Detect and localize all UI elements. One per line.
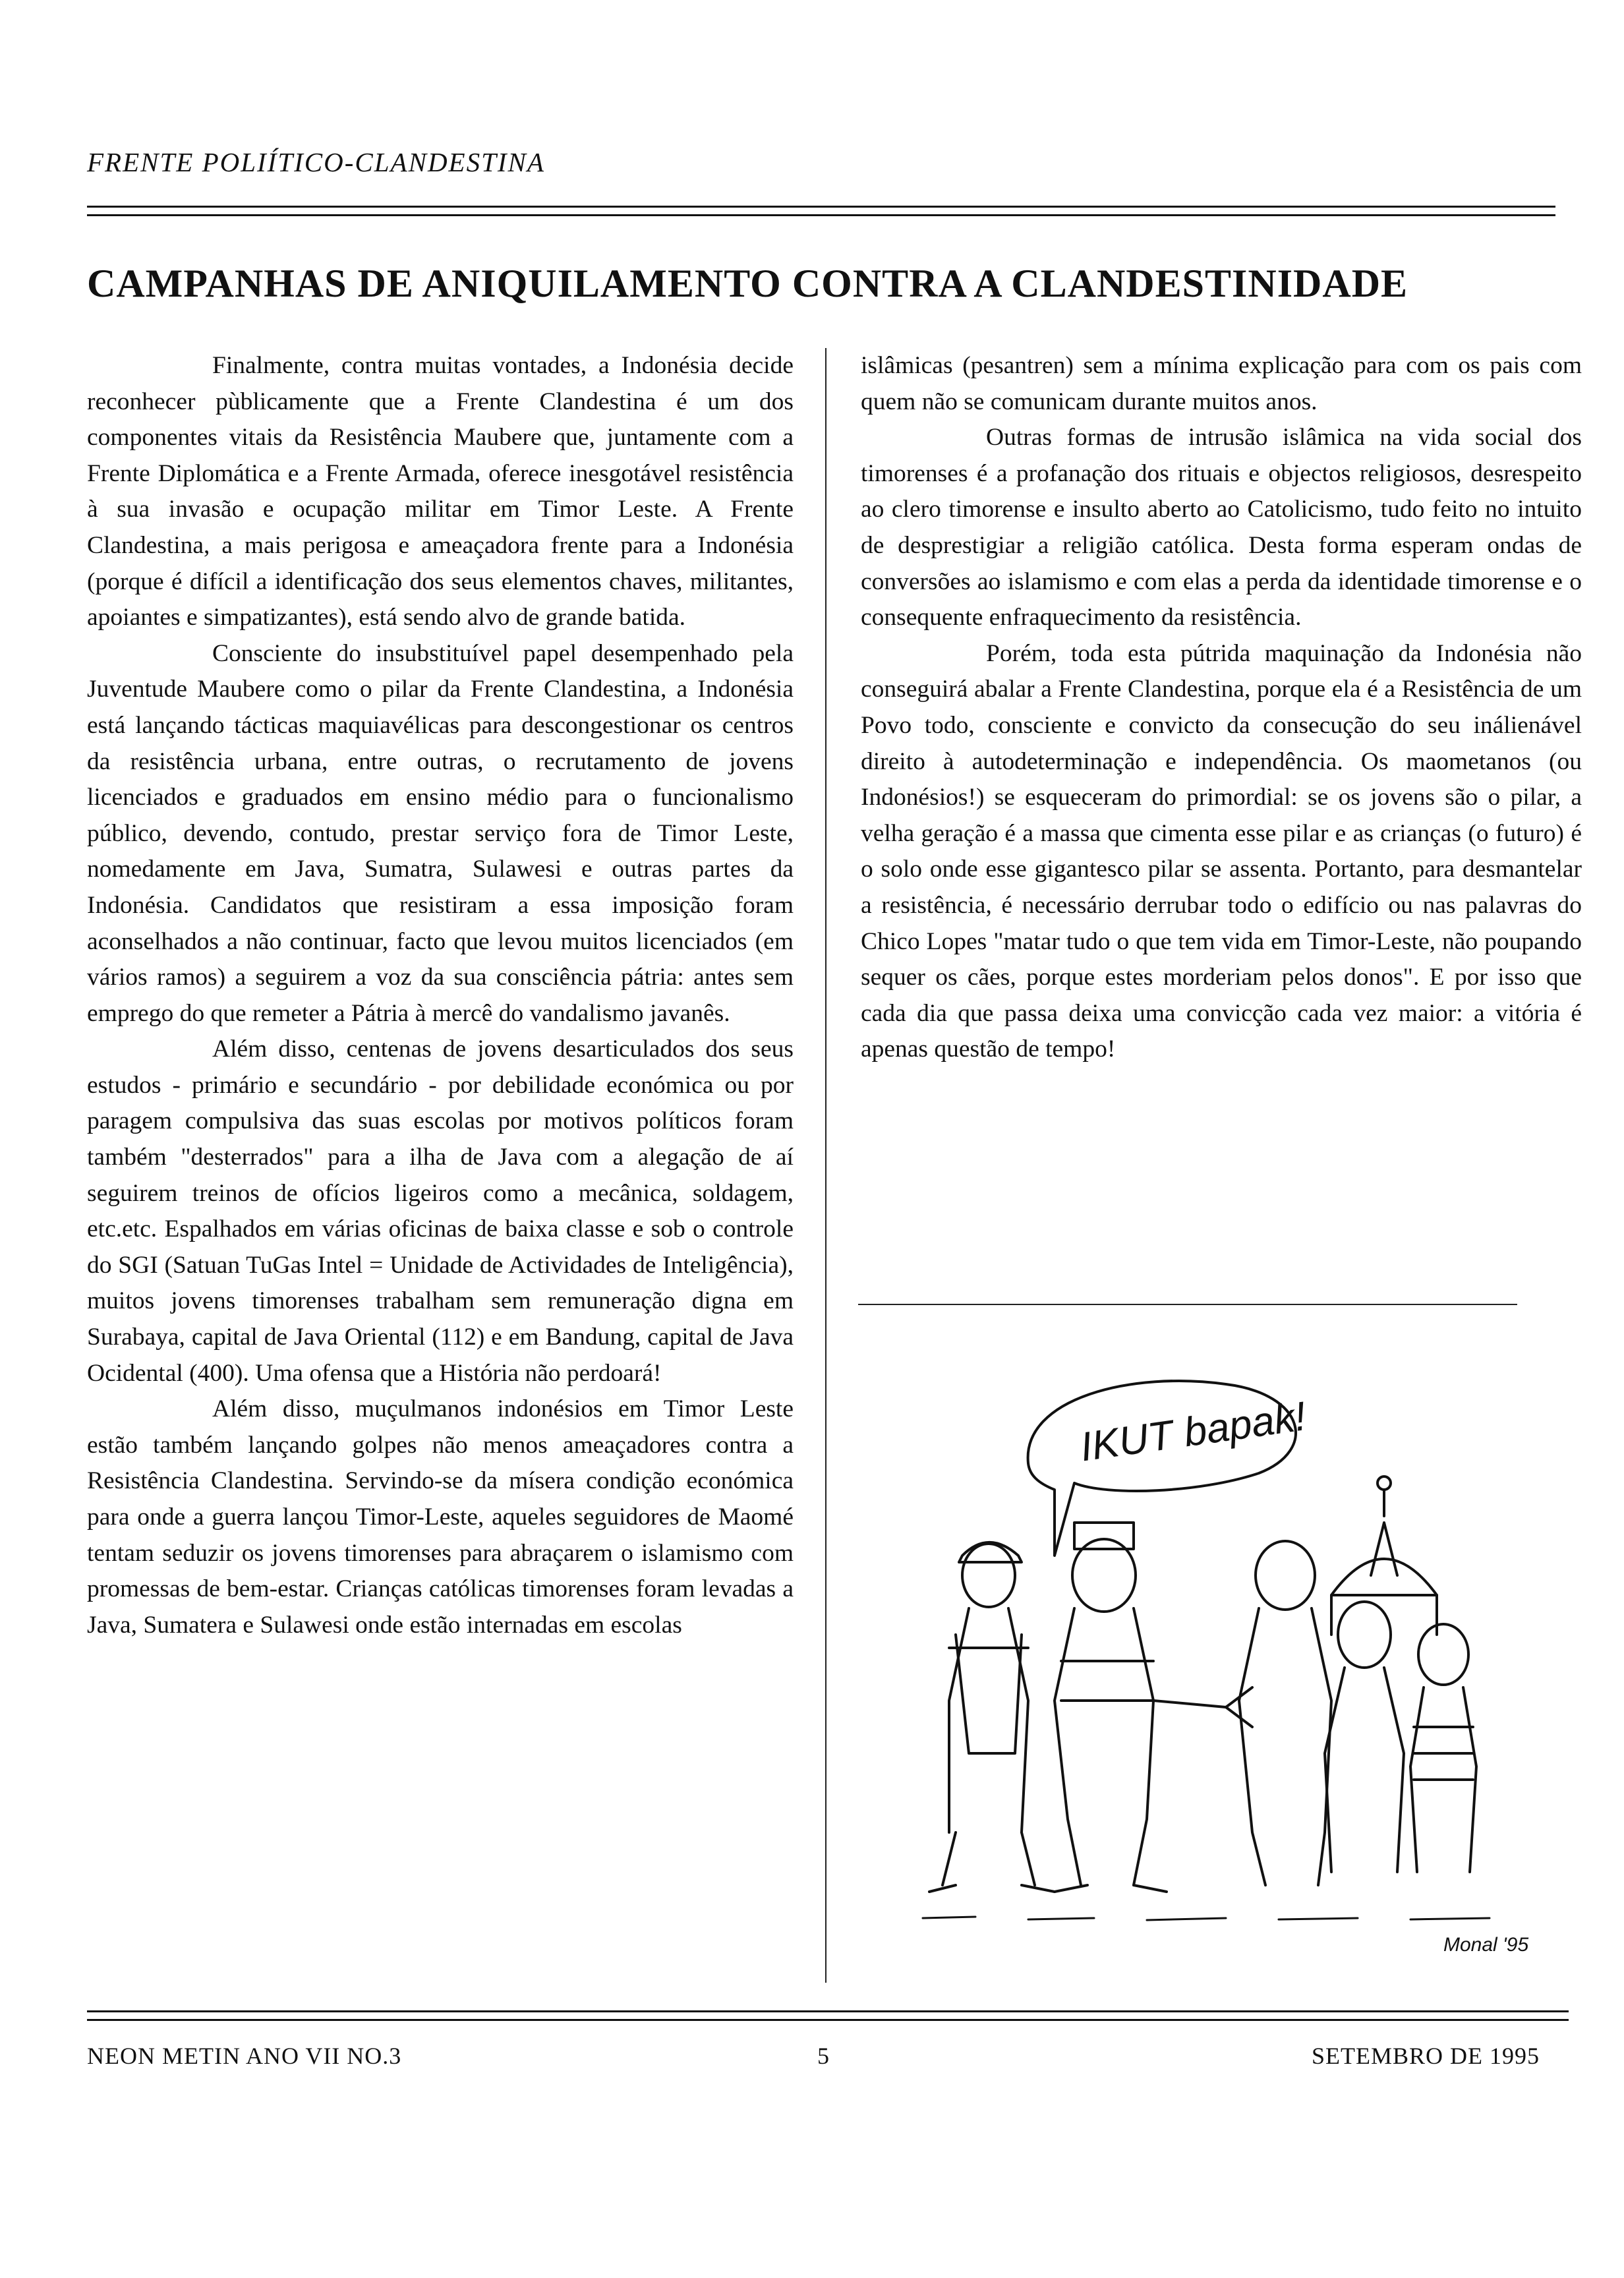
- cartoon-drawing: [857, 1358, 1588, 1984]
- speech-bubble-text: IKUT bapak!: [1077, 1393, 1309, 1471]
- article-right-column: [861, 348, 1582, 1068]
- article-end-rule: [858, 1304, 1517, 1305]
- paragraph: Finalmente, contra muitas vontades, a Indonésia decide reconhecer pùblicamente que a Frente Clandestina é um dos componentes vitais da Resistência Maubere que, juntamente com a Frente Diplomática e a Frente Armada, oferece inesgotável resistência à sua invasão e ocupação militar em Timor Leste. A Frente Clandestina, a mais perigosa e ameaçadora frente para a Indonésia (porque é difícil a identificação dos seus elementos chaves, militantes, apoiantes e simpatizantes), está sendo alvo de grande batida.: [87, 352, 794, 631]
- section-header: FRENTE POLIÍTICO-CLANDESTINA: [87, 147, 545, 177]
- article-left-column: [87, 348, 794, 1643]
- cartoon-signature: Monal '95: [1443, 1934, 1529, 1956]
- paragraph: Porém, toda esta pútrida maquinação da Indonésia não conseguirá abalar a Frente Clandestina, porque ela é a Resistência de um Povo todo, consciente e convicto da consecução do seu inálienável direito à autodeterminação e independência. Os maometanos (ou Indonésios!) se esqueceram do primordial: se os jovens são o pilar, a velha geração é a massa que cimenta esse pilar e as crianças (o futuro) é o solo onde esse gigantesco pilar se assenta. Portanto, para desmantelar a resistência, é necessário derrubar todo o edifício ou nas palavras do Chico Lopes "matar tudo o que tem vida em Timor-Leste, não poupando sequer os cães, porque estes morderiam pelos donos". E por isso que cada dia que passa deixa uma convicção cada vez maior: a vitória é apenas questão de tempo!: [861, 639, 1582, 1063]
- paragraph: Além disso, muçulmanos indonésios em Timor Leste estão também lançando golpes não menos ameaçadores contra a Resistência Clandestina. Servindo-se da mísera condição económica para onde a guerra lançou Timor-Leste, aqueles seguidores de Maomé tentam seduzir os jovens timorenses para abraçarem o islamismo com promessas de bem-estar. Crianças católicas timorenses foram levadas a Java, Sumatera e Sulawesi onde estão internadas em escolas: [87, 1395, 794, 1639]
- footer-publication: NEON METIN ANO VII NO.3: [87, 2043, 402, 2069]
- paragraph: islâmicas (pesantren) sem a mínima explicação para com os pais com quem não se comunicam durante muitos anos.: [861, 352, 1582, 415]
- paragraph: Outras formas de intrusão islâmica na vida social dos timorenses é a profanação dos rituais e objectos religiosos, desrespeito ao clero timorense e insulto aberto ao Catolicismo, tudo feito no intuito de desprestigiar a religião católica. Desta forma esperam ondas de conversões ao islamismo e com elas a perda da identidade timorense e o consequente enfraquecimento da resistência.: [861, 424, 1582, 631]
- paragraph: Além disso, centenas de jovens desarticulados dos seus estudos - primário e secundário - por debilidade económica ou por paragem compulsiva das suas escolas por motivos políticos foram também "desterrados" para a ilha de Java com a alegação de aí seguirem treinos de ofícios ligeiros como a mecânica, soldagem, etc.etc. Espalhados em várias oficinas de baixa classe e sob o controle do SGI (Satuan TuGas Intel = Unidade de Actividades de Inteligência), muitos jovens timorenses trabalham sem remuneração digna em Surabaya, capital de Java Oriental (112) e em Bandung, capital de Java Ocidental (400). Uma ofensa que a História não perdoará!: [87, 1036, 794, 1387]
- footer-double-rule: [87, 2010, 1569, 2021]
- footer-date: SETEMBRO DE 1995: [1312, 2043, 1540, 2069]
- article-title: CAMPANHAS DE ANIQUILAMENTO CONTRA A CLANDESTINIDADE: [87, 262, 1408, 305]
- header-double-rule: [87, 206, 1555, 216]
- page-number: 5: [817, 2043, 829, 2069]
- paragraph: Consciente do insubstituível papel desempenhado pela Juventude Maubere como o pilar da Frente Clandestina, a Indonésia está lançando tácticas maquiavélicas para descongestionar os centros da resistência urbana, entre outras, o recrutamento de jovens licenciados e graduados em ensino médio para o funcionalismo público, devendo, contudo, prestar serviço fora de Timor Leste, nomedamente em Java, Sumatra, Sulawesi e outras partes da Indonésia. Candidatos que resistiram a essa imposição foram aconselhados a não continuar, facto que levou muitos licenciados (em vários ramos) a seguirem a voz da sua consciência pátria: antes sem emprego do que remeter a Pátria à mercê do vandalismo javanês.: [87, 639, 794, 1027]
- cartoon-illustration: [857, 1358, 1588, 1984]
- column-divider: [825, 348, 826, 1983]
